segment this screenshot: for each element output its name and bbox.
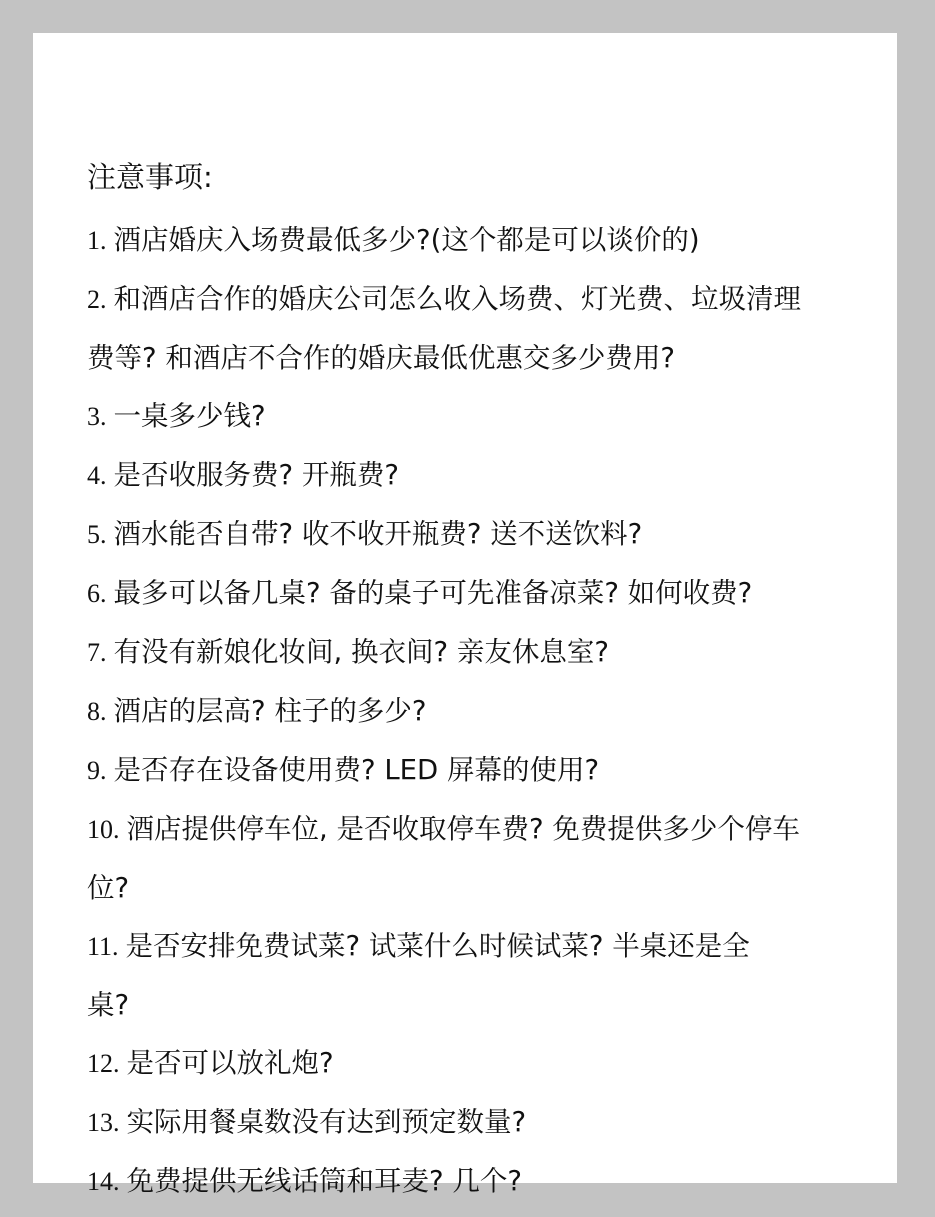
list-item — [87, 446, 857, 505]
list-item — [87, 1093, 857, 1152]
item-text: 酒店婚庆入场费最低多少?(这个都是可以谈价的) — [113, 224, 700, 256]
list-item — [87, 623, 857, 682]
item-number: 5. — [87, 520, 107, 549]
item-text: 位? — [87, 872, 130, 904]
list-item — [87, 211, 857, 270]
item-text: 酒店的层高? 柱子的多少? — [113, 695, 427, 727]
item-text: 酒店提供停车位, 是否收取停车费? 免费提供多少个停车 — [126, 813, 800, 845]
list-item — [87, 682, 857, 741]
item-number: 4. — [87, 461, 107, 490]
item-number: 2. — [87, 285, 107, 314]
item-text: 酒水能否自带? 收不收开瓶费? 送不送饮料? — [113, 518, 643, 550]
item-text: 和酒店合作的婚庆公司怎么收入场费、灯光费、垃圾清理 — [113, 283, 801, 315]
list-item — [87, 387, 857, 446]
item-number: 3. — [87, 402, 107, 431]
list-item-continuation — [87, 329, 857, 387]
list-item — [87, 564, 857, 623]
item-text: 免费提供无线话筒和耳麦? 几个? — [126, 1165, 522, 1197]
list-item — [87, 917, 857, 976]
list-item — [87, 1034, 857, 1093]
item-text: 是否安排免费试菜? 试菜什么时候试菜? 半桌还是全 — [125, 930, 750, 962]
list-item — [87, 741, 857, 800]
item-number: 1. — [87, 226, 107, 255]
list-item-continuation — [87, 859, 857, 917]
list-item — [87, 800, 857, 859]
item-number: 10. — [87, 815, 120, 844]
item-text: 一桌多少钱? — [113, 400, 266, 432]
notes-heading: 注意事项: — [87, 160, 213, 194]
item-number: 9. — [87, 756, 107, 785]
item-text: 费等? 和酒店不合作的婚庆最低优惠交多少费用? — [87, 342, 675, 374]
item-number: 7. — [87, 638, 107, 667]
item-text: 桌? — [87, 989, 130, 1021]
item-text: 是否收服务费? 开瓶费? — [113, 459, 399, 491]
list-item-continuation — [87, 976, 857, 1034]
list-item — [87, 1152, 857, 1211]
item-number: 6. — [87, 579, 107, 608]
item-text: 是否存在设备使用费? LED 屏幕的使用? — [113, 754, 600, 786]
item-text: 最多可以备几桌? 备的桌子可先准备凉菜? 如何收费? — [113, 577, 753, 609]
item-number: 14. — [87, 1167, 120, 1196]
list-item — [87, 505, 857, 564]
document-page — [33, 33, 897, 1197]
list-item — [87, 270, 857, 329]
item-number: 11. — [87, 932, 119, 961]
item-text: 是否可以放礼炮? — [126, 1047, 334, 1079]
item-number: 13. — [87, 1108, 120, 1137]
item-text: 实际用餐桌数没有达到预定数量? — [126, 1106, 527, 1138]
item-text: 有没有新娘化妆间, 换衣间? 亲友休息室? — [113, 636, 609, 668]
notes-list — [87, 211, 857, 1211]
item-number: 8. — [87, 697, 107, 726]
item-number: 12. — [87, 1049, 120, 1078]
